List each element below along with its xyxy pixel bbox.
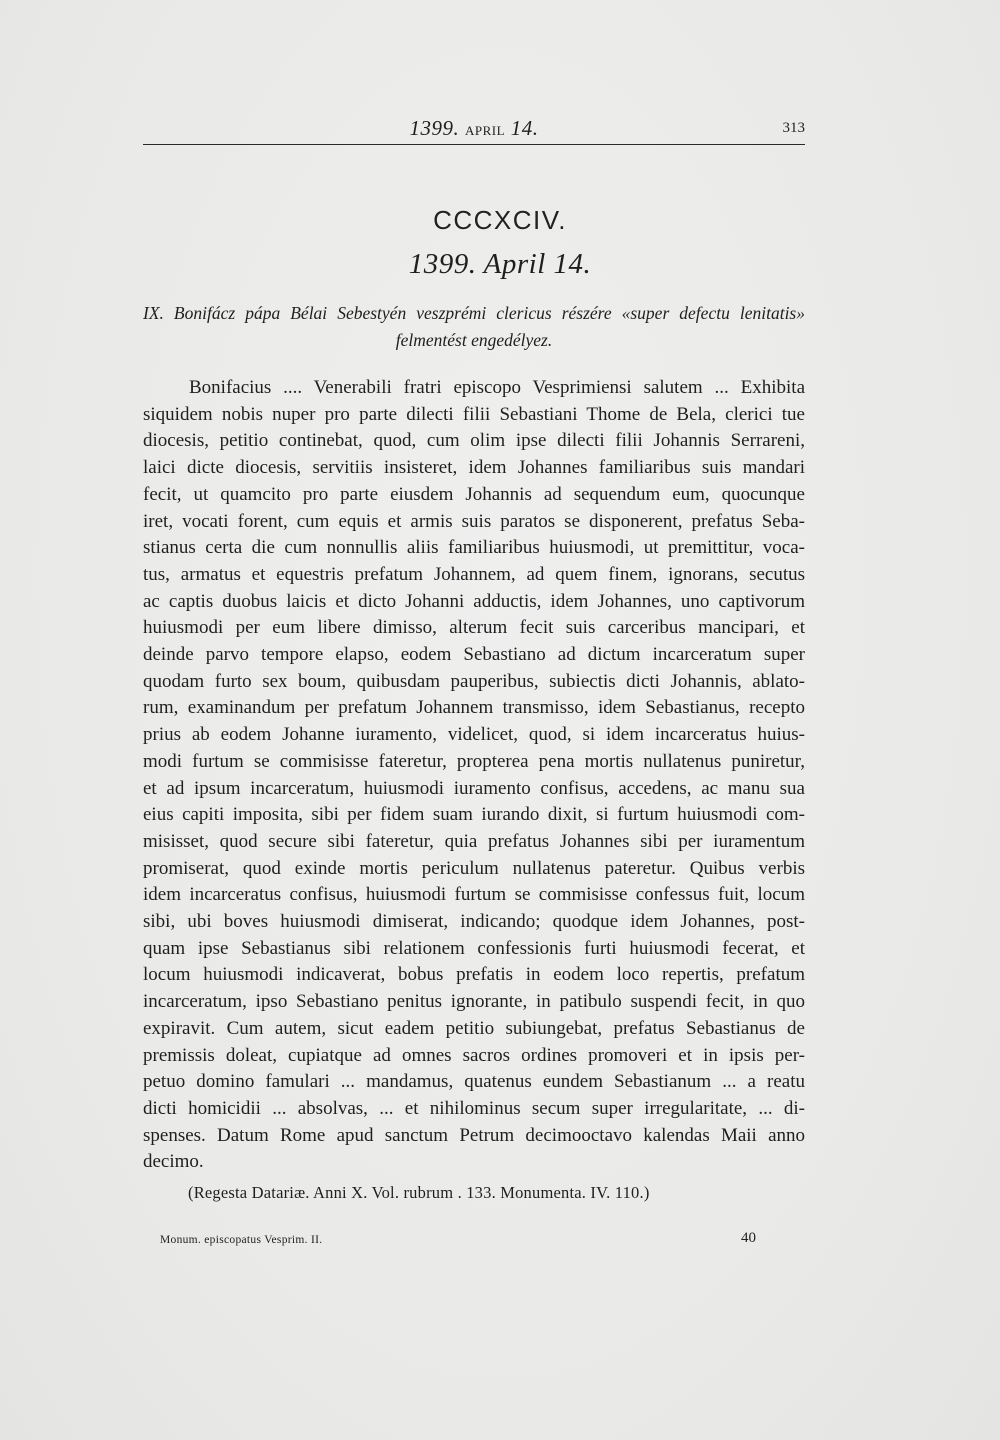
text-line: stianus certa die cum nonnullis aliis familiaribus huiusmodi, ut premittitur, voca- [143, 537, 805, 559]
text-line: dicti homicidii ... absolvas, ... et nihilominus secum super irregularitate, ... di- [143, 1097, 805, 1119]
text-line: sibi, ubi boves huiusmodi dimiserat, indicando; quodque idem Johannes, post- [143, 911, 805, 933]
text-line: promiserat, quod exinde mortis periculum nullatenus pateretur. Quibus verbis [143, 857, 805, 879]
charter-date: 1399. April 14. [408, 248, 592, 280]
text-line: quodam furto sex boum, quibusdam pauperibus, subiectis dicti Johannis, ablato- [143, 670, 805, 692]
text-line: quam ipse Sebastianus sibi relationem confessionis furti huiusmodi fecerat, et [143, 937, 805, 959]
text-line: tus, armatus et equestris prefatum Johannem, ad quem finem, ignorans, secutus [143, 563, 805, 585]
text-line: misisset, quod secure sibi fateretur, quia prefatus Johannes sibi per iuramentum [143, 830, 805, 852]
text-line: prius ab eodem Johanne iuramento, videlicet, quod, si idem incarceratus huius- [143, 724, 805, 746]
text-line: laici dicte diocesis, servitiis insisteret, idem Johannes familiaribus suis mandari [143, 457, 805, 479]
text-line: eius capiti imposita, sibi per fidem suam iurando dixit, si furtum huiusmodi com- [143, 804, 805, 826]
charter-text [143, 375, 805, 1176]
summary-line-1: IX. Bonifácz pápa Bélai Sebestyén veszprémi clericus részére «super defectu lenitatis» [143, 303, 805, 323]
charter-summary [143, 300, 805, 354]
text-line: premissis doleat, cupiatque ad omnes sacros ordines promoveri et in ipsis per- [143, 1044, 805, 1066]
text-line: siquidem nobis nuper pro parte dilecti filii Sebastiani Thome de Bela, clerici tue [143, 403, 805, 425]
text-line: fecit, ut quamcito pro parte eiusdem Johannis ad sequendum eum, quocunque [143, 483, 805, 505]
source-citation: (Regesta Datariæ. Anni X. Vol. rubrum . 133. Monumenta. IV. 110.) [188, 1183, 650, 1202]
text-line: spenses. Datum Rome apud sanctum Petrum decimooctavo kalendas Maii anno [143, 1124, 805, 1146]
signature-number: 40 [741, 1230, 756, 1246]
text-line: et ad ipsum incarceratum, huiusmodi iuramento confisus, accedens, ac manu sua [143, 777, 805, 799]
text-line: expiravit. Cum autem, sicut eadem petitio subiungebat, prefatus Sebastianus de [143, 1017, 805, 1039]
running-title [143, 116, 805, 141]
signature-mark: Monum. episcopatus Vesprim. II. [160, 1234, 323, 1246]
text-line: deinde parvo tempore elapso, eodem Sebastiano ad dictum incarceratum super [143, 644, 805, 666]
text-line: petuo domino famulari ... mandamus, quatenus eundem Sebastianum ... a reatu [143, 1071, 805, 1093]
text-line: locum huiusmodi indicaverat, bobus prefatis in eodem loco repertis, prefatum [143, 964, 805, 986]
text-line: Bonifacius .... Venerabili fratri episcopo Vesprimiensi salutem ... Exhibita [189, 377, 805, 398]
page-number: 313 [782, 120, 805, 136]
header-month: APRIL [464, 123, 506, 138]
header-day: 14. [510, 116, 539, 140]
text-line: modi furtum se commisisse fateretur, propterea pena mortis nullatenus puniretur, [143, 750, 805, 772]
header-year: 1399. [409, 116, 460, 140]
text-line: incarceratum, ipso Sebastiano penitus ignorante, in patibulo suspendi fecit, in quo [143, 991, 805, 1013]
text-line: rum, examinandum per prefatum Johannem transmisso, idem Sebastianus, recepto [143, 697, 805, 719]
text-line: idem incarceratus confisus, huiusmodi furtum se commisisse confessus fuit, locum [143, 884, 805, 906]
running-header [143, 116, 805, 145]
charter-number: CCCXCIV. [433, 205, 567, 235]
text-line: diocesis, petitio continebat, quod, cum olim ipse dilecti filii Johannis Serrareni, [143, 430, 805, 452]
text-line: iret, vocati forent, cum equis et armis suis paratos se disponerent, prefatus Seba- [143, 510, 805, 532]
text-line: decimo. [143, 1151, 204, 1173]
text-line: ac captis duobus laicis et dicto Johanni adductis, idem Johannes, uno captivorum [143, 590, 805, 612]
text-line: huiusmodi per eum libere dimisso, alterum fecit suis carceribus mancipari, et [143, 617, 805, 639]
summary-line-2: felmentést engedélyez. [395, 330, 553, 350]
